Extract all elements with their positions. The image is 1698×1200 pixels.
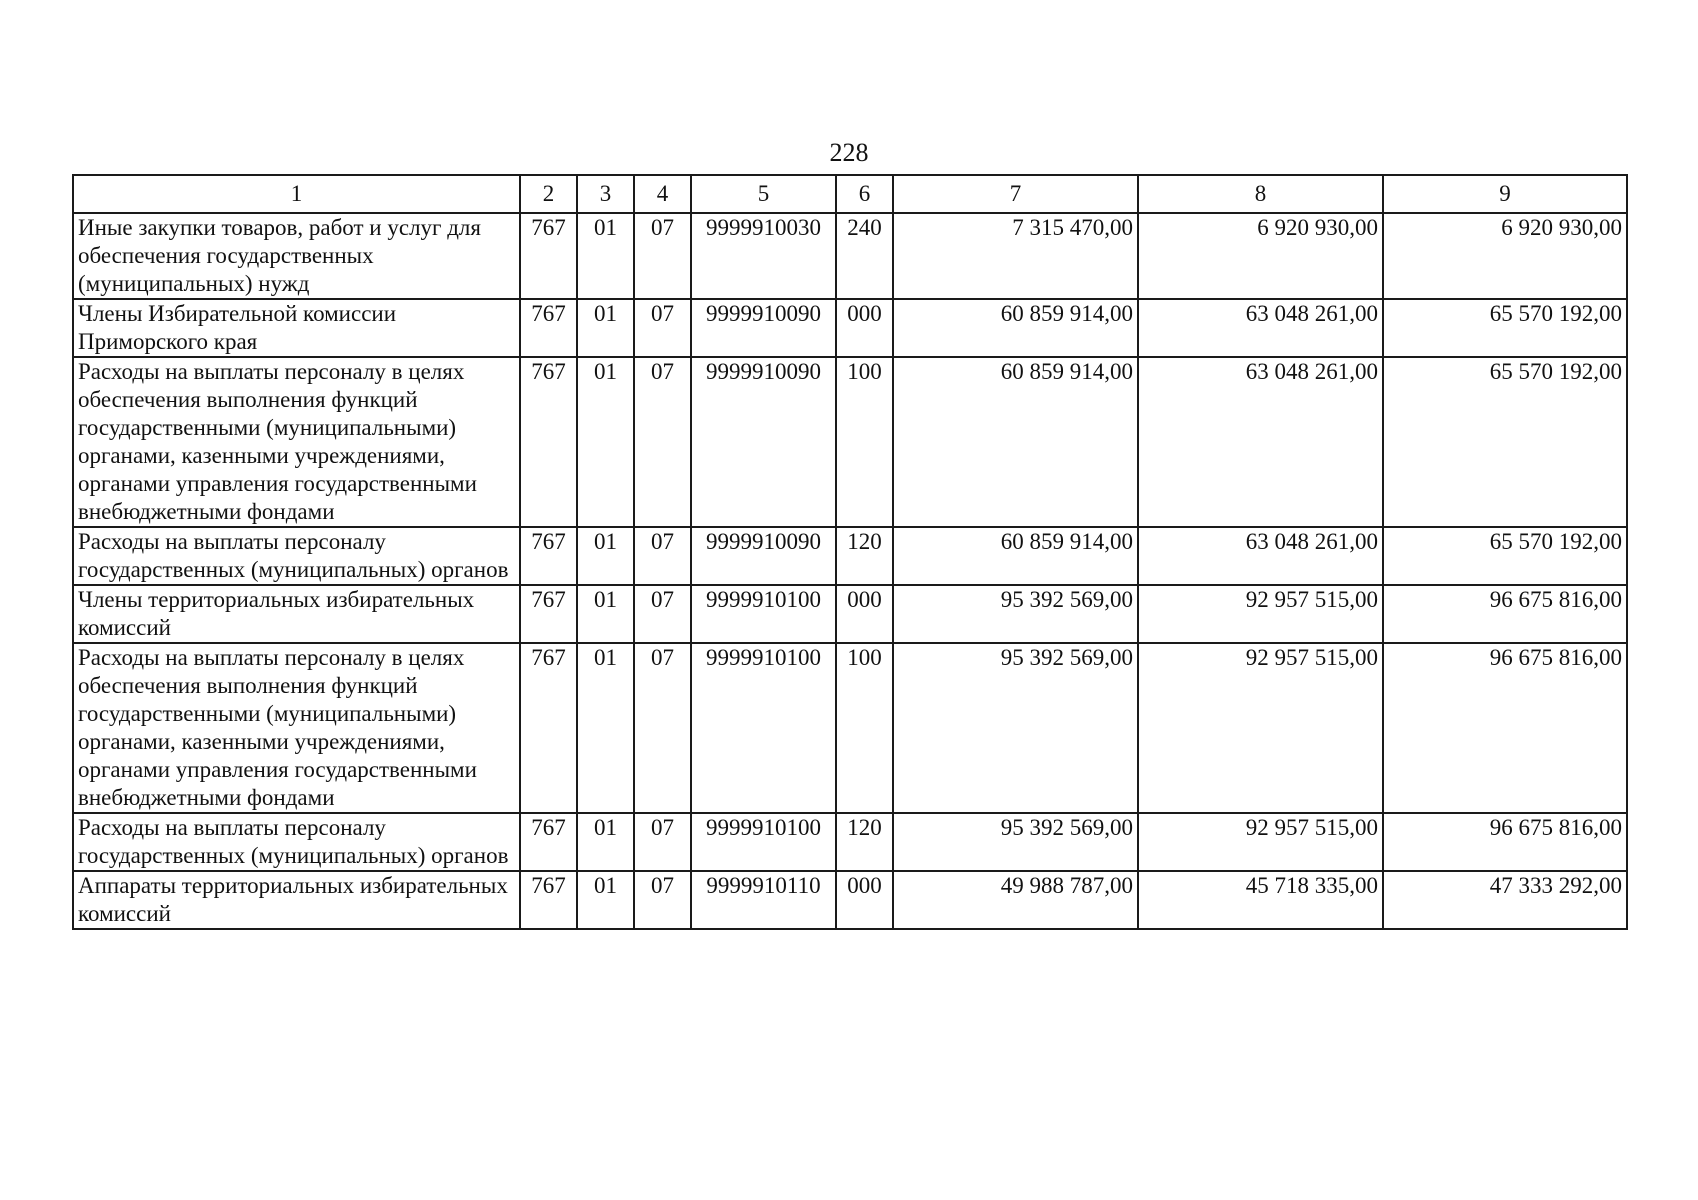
expense-type-code: 000 [836, 585, 893, 643]
table-row [73, 527, 1627, 585]
ministry-code: 767 [520, 527, 577, 585]
section-code: 01 [577, 643, 634, 813]
amount-col7: 95 392 569,00 [893, 813, 1138, 871]
amount-col9: 47 333 292,00 [1383, 871, 1627, 929]
row-name: Расходы на выплаты персоналу государственных (муниципальных) органов [73, 527, 520, 585]
header-cell: 9 [1383, 175, 1627, 213]
amount-col8: 63 048 261,00 [1138, 357, 1383, 527]
header-cell: 3 [577, 175, 634, 213]
row-name: Расходы на выплаты персоналу государственных (муниципальных) органов [73, 813, 520, 871]
table-row [73, 213, 1627, 299]
amount-col8: 92 957 515,00 [1138, 813, 1383, 871]
table-row [73, 357, 1627, 527]
subsection-code: 07 [634, 643, 691, 813]
row-name: Аппараты территориальных избирательных комиссий [73, 871, 520, 929]
amount-col9: 96 675 816,00 [1383, 585, 1627, 643]
expense-type-code: 120 [836, 527, 893, 585]
amount-col7: 95 392 569,00 [893, 585, 1138, 643]
amount-col7: 49 988 787,00 [893, 871, 1138, 929]
header-cell: 5 [691, 175, 836, 213]
section-code: 01 [577, 871, 634, 929]
target-article-code: 9999910090 [691, 527, 836, 585]
table-row [73, 813, 1627, 871]
table-row [73, 871, 1627, 929]
amount-col8: 92 957 515,00 [1138, 643, 1383, 813]
amount-col8: 6 920 930,00 [1138, 213, 1383, 299]
amount-col9: 65 570 192,00 [1383, 527, 1627, 585]
section-code: 01 [577, 213, 634, 299]
header-cell: 1 [73, 175, 520, 213]
subsection-code: 07 [634, 527, 691, 585]
ministry-code: 767 [520, 585, 577, 643]
expense-type-code: 120 [836, 813, 893, 871]
section-code: 01 [577, 585, 634, 643]
amount-col9: 96 675 816,00 [1383, 813, 1627, 871]
header-cell: 7 [893, 175, 1138, 213]
amount-col8: 63 048 261,00 [1138, 299, 1383, 357]
amount-col9: 65 570 192,00 [1383, 299, 1627, 357]
amount-col7: 60 859 914,00 [893, 299, 1138, 357]
ministry-code: 767 [520, 813, 577, 871]
amount-col7: 7 315 470,00 [893, 213, 1138, 299]
header-cell: 2 [520, 175, 577, 213]
ministry-code: 767 [520, 299, 577, 357]
amount-col8: 92 957 515,00 [1138, 585, 1383, 643]
subsection-code: 07 [634, 213, 691, 299]
amount-col9: 65 570 192,00 [1383, 357, 1627, 527]
expense-type-code: 000 [836, 299, 893, 357]
page-number: 228 [829, 138, 869, 167]
target-article-code: 9999910100 [691, 813, 836, 871]
row-name: Расходы на выплаты персоналу в целях обеспечения выполнения функций государственными (муниципальными) органами, казенными учреждениями, органами управления государственными внебюджетными фондами [73, 643, 520, 813]
amount-col7: 60 859 914,00 [893, 357, 1138, 527]
expense-type-code: 240 [836, 213, 893, 299]
header-cell: 4 [634, 175, 691, 213]
subsection-code: 07 [634, 357, 691, 527]
expense-type-code: 100 [836, 643, 893, 813]
row-name: Расходы на выплаты персоналу в целях обеспечения выполнения функций государственными (муниципальными) органами, казенными учреждениями, органами управления государственными внебюджетными фондами [73, 357, 520, 527]
section-code: 01 [577, 299, 634, 357]
amount-col9: 6 920 930,00 [1383, 213, 1627, 299]
table-row [73, 585, 1627, 643]
row-name: Члены территориальных избирательных комиссий [73, 585, 520, 643]
amount-col7: 60 859 914,00 [893, 527, 1138, 585]
budget-table [72, 174, 1628, 930]
section-code: 01 [577, 527, 634, 585]
row-name: Иные закупки товаров, работ и услуг для обеспечения государственных (муниципальных) нужд [73, 213, 520, 299]
target-article-code: 9999910090 [691, 357, 836, 527]
target-article-code: 9999910100 [691, 585, 836, 643]
ministry-code: 767 [520, 643, 577, 813]
amount-col7: 95 392 569,00 [893, 643, 1138, 813]
header-cell: 8 [1138, 175, 1383, 213]
amount-col9: 96 675 816,00 [1383, 643, 1627, 813]
subsection-code: 07 [634, 299, 691, 357]
target-article-code: 9999910100 [691, 643, 836, 813]
ministry-code: 767 [520, 871, 577, 929]
amount-col8: 63 048 261,00 [1138, 527, 1383, 585]
header-cell: 6 [836, 175, 893, 213]
header-row [73, 175, 1627, 213]
ministry-code: 767 [520, 213, 577, 299]
subsection-code: 07 [634, 813, 691, 871]
target-article-code: 9999910090 [691, 299, 836, 357]
subsection-code: 07 [634, 585, 691, 643]
row-name: Члены Избирательной комиссии Приморского края [73, 299, 520, 357]
target-article-code: 9999910030 [691, 213, 836, 299]
subsection-code: 07 [634, 871, 691, 929]
expense-type-code: 000 [836, 871, 893, 929]
amount-col8: 45 718 335,00 [1138, 871, 1383, 929]
expense-type-code: 100 [836, 357, 893, 527]
ministry-code: 767 [520, 357, 577, 527]
section-code: 01 [577, 357, 634, 527]
table-row [73, 643, 1627, 813]
section-code: 01 [577, 813, 634, 871]
table-row [73, 299, 1627, 357]
target-article-code: 9999910110 [691, 871, 836, 929]
